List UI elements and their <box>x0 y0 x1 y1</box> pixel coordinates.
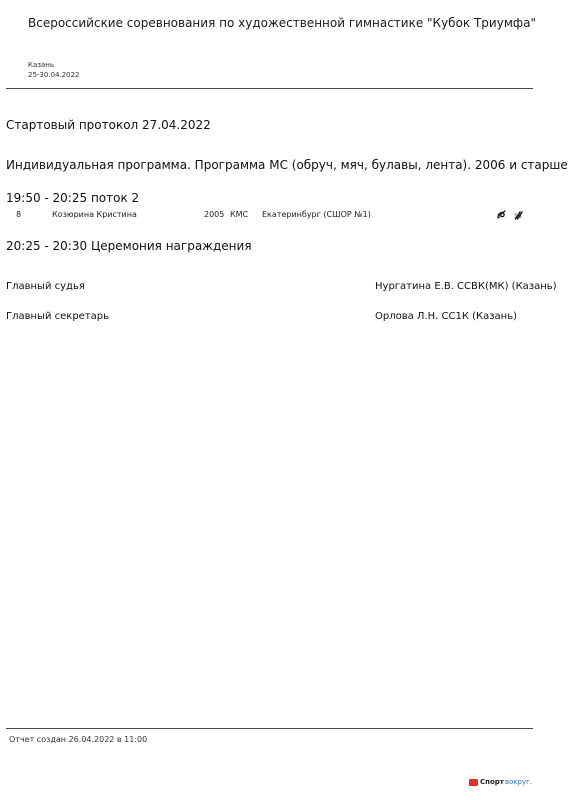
report-created: Отчет создан 26.04.2022 в 11:00 <box>9 735 148 744</box>
participant-club: Екатеринбург (СШОР №1) <box>262 210 371 219</box>
chief-judge-name: Нургатина Е.В. ССВК(МК) (Казань) <box>375 281 557 292</box>
apparatus-ribbon <box>497 210 506 220</box>
brand-around: вокруг. <box>504 778 532 786</box>
event-title: Всероссийские соревнования по художественной гимнастике "Кубок Триумфа" <box>28 16 537 30</box>
chief-secretary-name: Орлова Л.Н. СС1К (Казань) <box>375 311 518 322</box>
apparatus-order: 8 <box>497 213 501 220</box>
participant-number: 8 <box>16 210 22 219</box>
header-divider <box>6 88 533 89</box>
program-title: Индивидуальная программа. Программа МС (обруч, мяч, булавы, лента). 2006 и старше <box>6 158 568 172</box>
protocol-title: Стартовый протокол 27.04.2022 <box>6 118 211 132</box>
brand-logo <box>469 778 532 786</box>
ceremony-title: 20:25 - 20:30 Церемония награждения <box>6 239 252 253</box>
apparatus-order: 16 <box>514 213 522 220</box>
brand-sport: Спорт <box>480 778 504 786</box>
flow-title: 19:50 - 20:25 поток 2 <box>6 191 140 205</box>
event-city: Казань <box>28 61 54 69</box>
participant-name: Козюрина Кристина <box>52 210 137 219</box>
participant-rank: КМС <box>230 210 249 219</box>
chief-judge-role: Главный судья <box>6 281 85 292</box>
chief-secretary-role: Главный секретарь <box>6 311 110 322</box>
apparatus-clubs <box>514 210 523 220</box>
brand-mark-icon <box>469 779 478 786</box>
event-dates: 25-30.04.2022 <box>28 71 80 79</box>
footer-divider <box>6 728 533 729</box>
table-row <box>0 210 534 224</box>
participant-year: 2005 <box>204 210 225 219</box>
